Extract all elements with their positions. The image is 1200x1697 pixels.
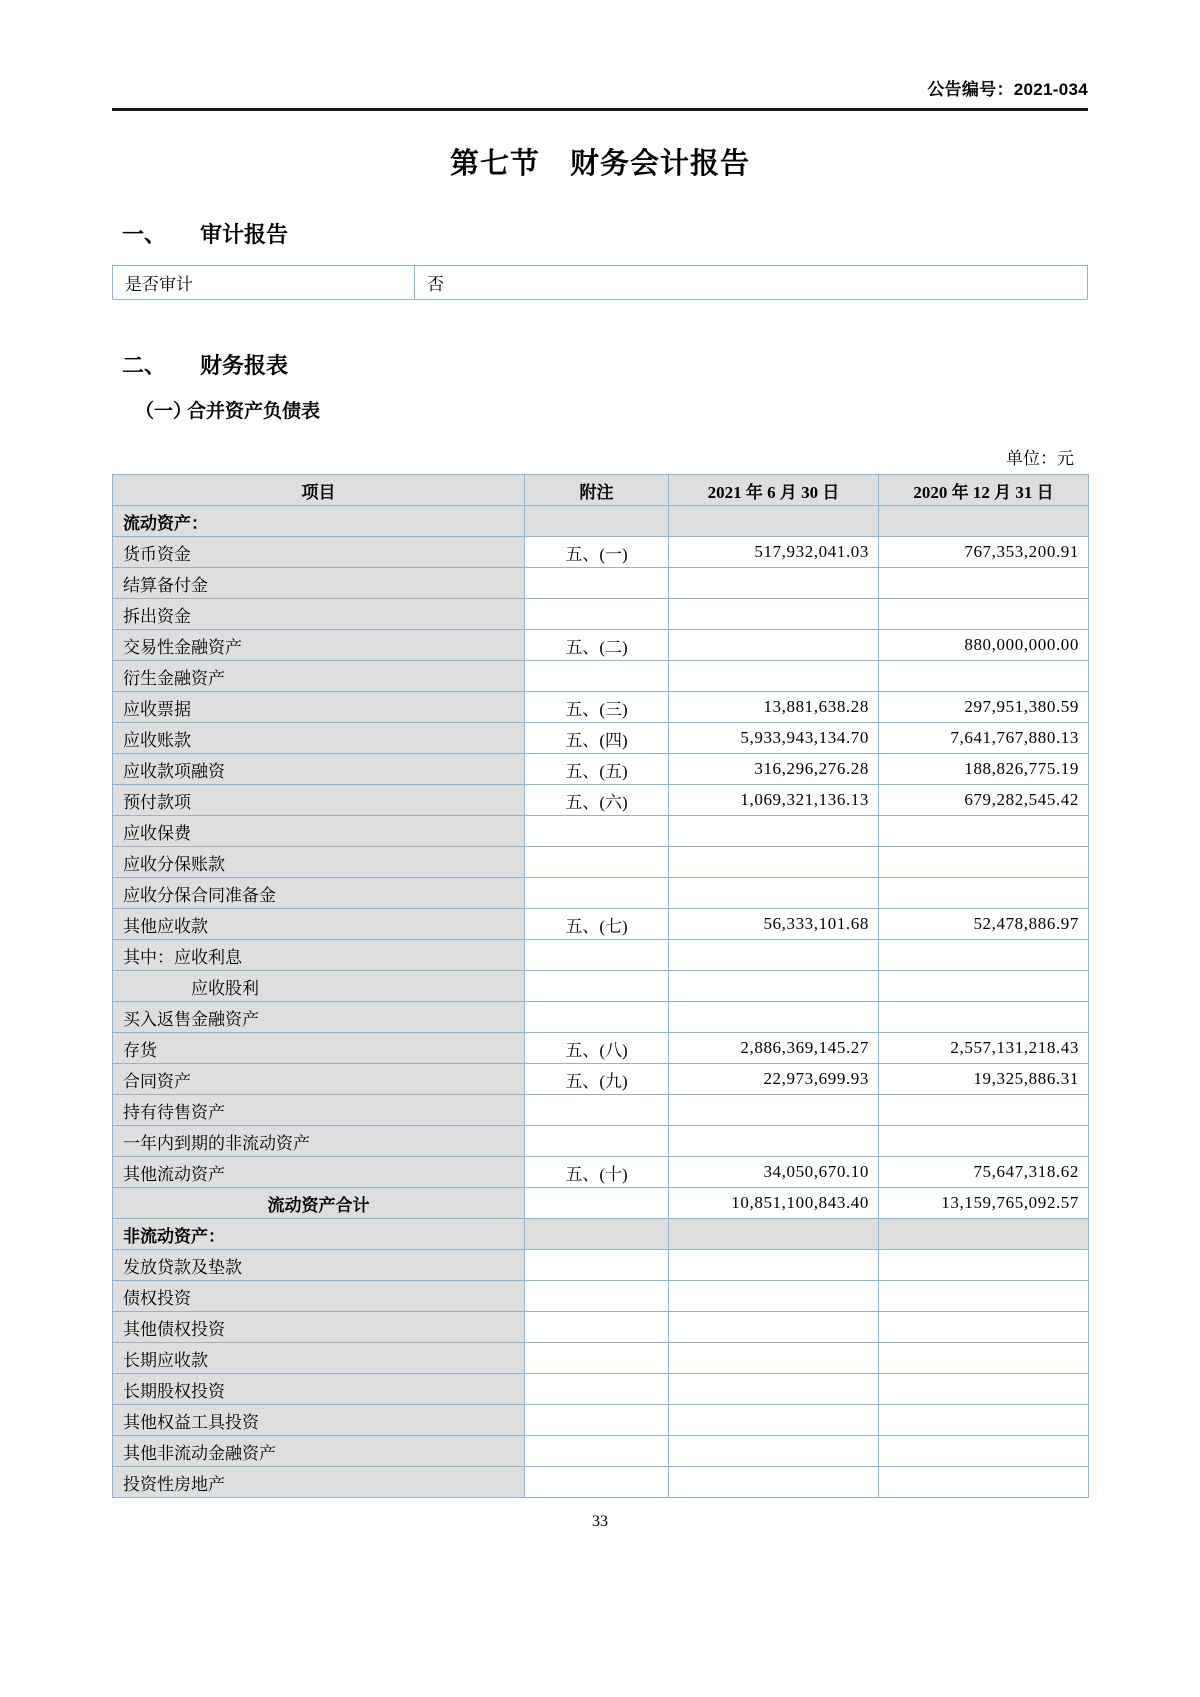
value-2020-cell (879, 971, 1089, 1002)
value-2020-cell (879, 568, 1089, 599)
note-cell (525, 506, 669, 537)
note-cell (525, 847, 669, 878)
table-row (113, 723, 1089, 754)
table-row (113, 692, 1089, 723)
value-2020-cell: 880,000,000.00 (879, 630, 1089, 661)
value-2021-cell (669, 1250, 879, 1281)
table-row (113, 754, 1089, 785)
item-cell: 合同资产 (113, 1064, 525, 1095)
item-cell: 应收保费 (113, 816, 525, 847)
item-cell: 其他流动资产 (113, 1157, 525, 1188)
value-2020-cell: 75,647,318.62 (879, 1157, 1089, 1188)
item-cell: 应收股利 (113, 971, 525, 1002)
note-cell: 五、(九) (525, 1064, 669, 1095)
table-row (113, 1126, 1089, 1157)
announcement-number: 公告编号：2021-034 (927, 80, 1088, 99)
value-2021-cell (669, 1281, 879, 1312)
value-2020-cell (879, 1405, 1089, 1436)
value-2021-cell (669, 1095, 879, 1126)
item-cell: 拆出资金 (113, 599, 525, 630)
value-2021-cell (669, 940, 879, 971)
note-cell (525, 661, 669, 692)
note-cell (525, 1095, 669, 1126)
balance-sheet-body (113, 506, 1089, 1498)
section-title: 审计报告 (200, 222, 289, 247)
note-cell: 五、(五) (525, 754, 669, 785)
item-cell: 长期股权投资 (113, 1374, 525, 1405)
value-2021-cell (669, 1467, 879, 1498)
value-2021-cell: 1,069,321,136.13 (669, 785, 879, 816)
value-2020-cell (879, 1095, 1089, 1126)
table-row (113, 630, 1089, 661)
note-cell (525, 940, 669, 971)
table-row (113, 1405, 1089, 1436)
value-2020-cell: 7,641,767,880.13 (879, 723, 1089, 754)
column-header-2021: 2021 年 6 月 30 日 (669, 475, 879, 506)
value-2020-cell (879, 1312, 1089, 1343)
value-2021-cell (669, 630, 879, 661)
value-2020-cell: 2,557,131,218.43 (879, 1033, 1089, 1064)
item-cell: 非流动资产： (113, 1219, 525, 1250)
table-row (113, 568, 1089, 599)
value-2021-cell (669, 1436, 879, 1467)
value-2021-cell (669, 1405, 879, 1436)
table-row (113, 878, 1089, 909)
value-2020-cell (879, 1343, 1089, 1374)
note-cell (525, 1126, 669, 1157)
table-row (113, 1312, 1089, 1343)
table-row (113, 1064, 1089, 1095)
table-row (113, 537, 1089, 568)
item-cell: 预付款项 (113, 785, 525, 816)
item-cell: 应收票据 (113, 692, 525, 723)
column-header-note: 附注 (525, 475, 669, 506)
note-cell: 五、(六) (525, 785, 669, 816)
note-cell: 五、(十) (525, 1157, 669, 1188)
value-2021-cell (669, 506, 879, 537)
unit-label: 单位：元 (1006, 449, 1074, 468)
note-cell: 五、(四) (525, 723, 669, 754)
audit-label-cell: 是否审计 (113, 266, 415, 300)
table-row (113, 1343, 1089, 1374)
item-cell: 债权投资 (113, 1281, 525, 1312)
table-row (113, 1033, 1089, 1064)
table-row (113, 266, 1088, 300)
item-cell: 其他应收款 (113, 909, 525, 940)
item-cell: 持有待售资产 (113, 1095, 525, 1126)
subsection-number: （一） (135, 401, 193, 422)
section-title: 财务报表 (200, 353, 289, 378)
item-cell: 买入返售金融资产 (113, 1002, 525, 1033)
table-header-row (113, 475, 1089, 506)
table-row (113, 816, 1089, 847)
value-2021-cell (669, 568, 879, 599)
table-row (113, 1436, 1089, 1467)
item-cell: 其中：应收利息 (113, 940, 525, 971)
item-cell: 投资性房地产 (113, 1467, 525, 1498)
section-number: 二、 (122, 353, 167, 378)
value-2021-cell (669, 1002, 879, 1033)
value-2021-cell: 56,333,101.68 (669, 909, 879, 940)
table-row (113, 1250, 1089, 1281)
value-2021-cell: 10,851,100,843.40 (669, 1188, 879, 1219)
note-cell (525, 1374, 669, 1405)
page-number: 33 (592, 1513, 608, 1530)
note-cell (525, 1250, 669, 1281)
value-2020-cell (879, 940, 1089, 971)
value-2021-cell (669, 816, 879, 847)
header-rule (112, 108, 1088, 111)
value-2021-cell (669, 661, 879, 692)
table-row (113, 971, 1089, 1002)
note-cell (525, 1002, 669, 1033)
table-row (113, 785, 1089, 816)
item-cell: 应收款项融资 (113, 754, 525, 785)
note-cell (525, 878, 669, 909)
value-2021-cell (669, 1343, 879, 1374)
value-2020-cell: 52,478,886.97 (879, 909, 1089, 940)
table-row (113, 909, 1089, 940)
table-row (113, 599, 1089, 630)
item-cell: 一年内到期的非流动资产 (113, 1126, 525, 1157)
table-row (113, 1219, 1089, 1250)
section-statements-heading (112, 352, 1088, 380)
note-cell (525, 568, 669, 599)
value-2021-cell (669, 599, 879, 630)
item-cell: 结算备付金 (113, 568, 525, 599)
value-2020-cell (879, 1467, 1089, 1498)
value-2020-cell (879, 1126, 1089, 1157)
value-2020-cell: 19,325,886.31 (879, 1064, 1089, 1095)
item-cell: 存货 (113, 1033, 525, 1064)
item-cell: 流动资产： (113, 506, 525, 537)
table-row (113, 1157, 1089, 1188)
value-2021-cell (669, 1126, 879, 1157)
item-cell: 其他债权投资 (113, 1312, 525, 1343)
value-2020-cell: 13,159,765,092.57 (879, 1188, 1089, 1219)
note-cell: 五、(三) (525, 692, 669, 723)
note-cell: 五、(八) (525, 1033, 669, 1064)
value-2021-cell (669, 1312, 879, 1343)
value-2021-cell (669, 1219, 879, 1250)
value-2021-cell (669, 971, 879, 1002)
table-row (113, 847, 1089, 878)
note-cell (525, 1312, 669, 1343)
note-cell (525, 1219, 669, 1250)
table-row (113, 506, 1089, 537)
table-row (113, 1374, 1089, 1405)
subsection-balance-sheet-heading (112, 400, 1088, 424)
note-cell (525, 816, 669, 847)
note-cell (525, 1343, 669, 1374)
table-row (113, 1188, 1089, 1219)
value-2020-cell (879, 1374, 1089, 1405)
value-2020-cell (879, 599, 1089, 630)
value-2020-cell (879, 1436, 1089, 1467)
value-2020-cell (879, 506, 1089, 537)
value-2021-cell: 2,886,369,145.27 (669, 1033, 879, 1064)
value-2021-cell (669, 1374, 879, 1405)
section-audit-heading (112, 221, 1088, 249)
balance-sheet-table (112, 474, 1089, 1498)
note-cell (525, 1405, 669, 1436)
item-cell: 其他非流动金融资产 (113, 1436, 525, 1467)
item-cell: 其他权益工具投资 (113, 1405, 525, 1436)
value-2021-cell: 517,932,041.03 (669, 537, 879, 568)
item-cell: 长期应收款 (113, 1343, 525, 1374)
value-2021-cell: 34,050,670.10 (669, 1157, 879, 1188)
table-row (113, 1002, 1089, 1033)
item-cell: 发放贷款及垫款 (113, 1250, 525, 1281)
item-cell: 交易性金融资产 (113, 630, 525, 661)
note-cell (525, 971, 669, 1002)
subsection-title: 合并资产负债表 (187, 401, 321, 422)
item-cell: 流动资产合计 (113, 1188, 525, 1219)
audit-value-cell: 否 (415, 266, 1088, 300)
item-cell: 货币资金 (113, 537, 525, 568)
item-cell: 应收分保账款 (113, 847, 525, 878)
item-cell: 衍生金融资产 (113, 661, 525, 692)
table-row (113, 1095, 1089, 1126)
note-cell: 五、(七) (525, 909, 669, 940)
note-cell: 五、(一) (525, 537, 669, 568)
note-cell (525, 1281, 669, 1312)
table-row (113, 1467, 1089, 1498)
value-2020-cell (879, 1281, 1089, 1312)
value-2020-cell (879, 878, 1089, 909)
value-2020-cell (879, 1219, 1089, 1250)
note-cell (525, 1467, 669, 1498)
value-2021-cell: 22,973,699.93 (669, 1064, 879, 1095)
value-2021-cell: 5,933,943,134.70 (669, 723, 879, 754)
value-2021-cell: 316,296,276.28 (669, 754, 879, 785)
table-row (113, 940, 1089, 971)
value-2021-cell (669, 878, 879, 909)
value-2020-cell (879, 1002, 1089, 1033)
column-header-2020: 2020 年 12 月 31 日 (879, 475, 1089, 506)
note-cell (525, 599, 669, 630)
value-2020-cell (879, 847, 1089, 878)
note-cell (525, 1188, 669, 1219)
value-2020-cell (879, 661, 1089, 692)
value-2021-cell (669, 847, 879, 878)
value-2020-cell: 767,353,200.91 (879, 537, 1089, 568)
page-title: 第七节 财务会计报告 (449, 148, 750, 180)
value-2021-cell: 13,881,638.28 (669, 692, 879, 723)
audit-table (112, 265, 1088, 300)
item-cell: 应收账款 (113, 723, 525, 754)
note-cell: 五、(二) (525, 630, 669, 661)
table-row (113, 1281, 1089, 1312)
value-2020-cell: 188,826,775.19 (879, 754, 1089, 785)
value-2020-cell: 679,282,545.42 (879, 785, 1089, 816)
value-2020-cell (879, 816, 1089, 847)
item-cell: 应收分保合同准备金 (113, 878, 525, 909)
section-number: 一、 (122, 222, 167, 247)
table-row (113, 661, 1089, 692)
note-cell (525, 1436, 669, 1467)
value-2020-cell: 297,951,380.59 (879, 692, 1089, 723)
column-header-item: 项目 (113, 475, 525, 506)
value-2020-cell (879, 1250, 1089, 1281)
